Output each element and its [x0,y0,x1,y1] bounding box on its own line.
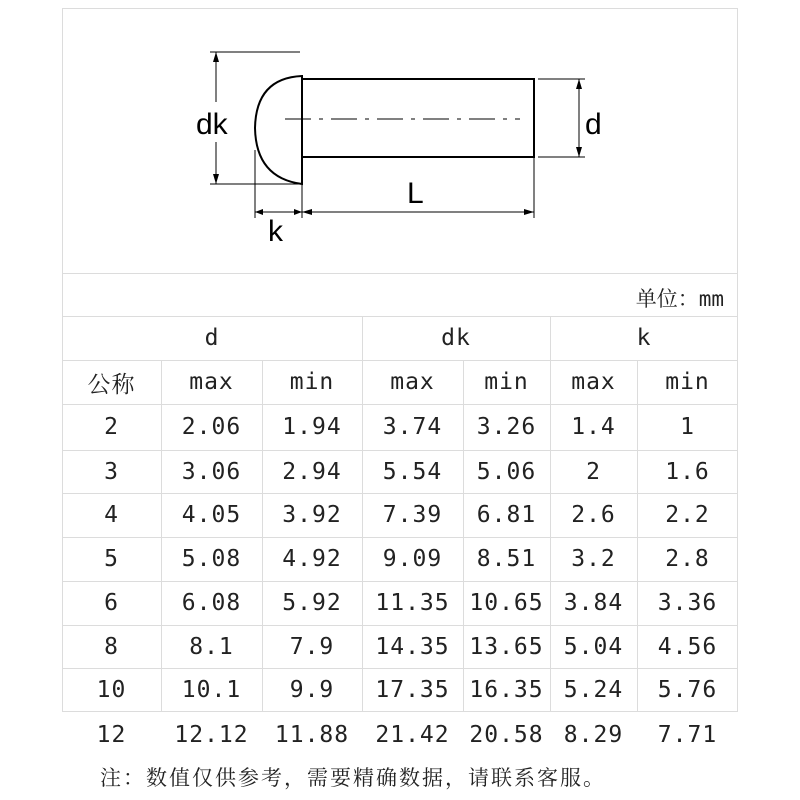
cell-dk-max: 3.74 [382,414,443,440]
cell-dk-max: 11.35 [375,590,450,616]
cell-d-min: 4.92 [282,546,342,572]
cell-d-max: 3.06 [181,458,242,485]
cell-k-min: 4.56 [657,633,718,660]
footnote: 注：数值仅供参考，需要精确数据，请联系客服。 [100,766,606,790]
rivet-shank-shape [302,79,534,157]
cell-dk-min: 20.58 [469,722,544,748]
cell-d-min: 3.92 [282,502,342,528]
cell-d-max: 2.06 [181,414,242,440]
cell-dk-min: 13.65 [469,633,544,660]
cell-nominal: 4 [104,502,119,528]
cell-dk-min: 6.81 [476,502,537,528]
rivet-head-shape [255,76,302,184]
group-header-dk: dk [441,325,471,351]
cell-dk-max: 14.35 [375,633,450,660]
cell-nominal: 8 [104,633,119,660]
cell-k-min: 7.71 [657,722,718,748]
subheader-dk-max: max [390,369,435,395]
unit-label: 单位：mm [635,287,724,311]
cell-k-min: 3.36 [657,590,718,616]
cell-d-min: 11.88 [274,722,350,748]
grid-line [62,273,738,274]
cell-d-max: 8.1 [189,633,234,660]
cell-dk-max: 21.42 [375,722,450,748]
cell-dk-max: 9.09 [382,546,443,572]
cell-d-max: 6.08 [181,590,242,616]
cell-dk-min: 8.51 [476,546,537,572]
cell-d-max: 10.1 [181,677,242,703]
cell-k-min: 1 [680,414,695,440]
label-L: L [407,177,424,210]
cell-nominal: 12 [96,722,127,748]
cell-d-max: 5.08 [181,546,242,572]
cell-dk-min: 5.06 [476,458,537,485]
cell-k-min: 2.2 [665,502,710,528]
group-header-d: d [204,325,220,351]
cell-nominal: 5 [104,546,119,572]
label-d: d [585,108,602,141]
cell-k-min: 5.76 [657,677,718,703]
cell-k-max: 1.4 [571,414,616,440]
cell-nominal: 2 [104,414,119,440]
subheader-nominal: 公称 [87,371,136,398]
label-dk: dk [196,108,228,141]
subheader-k-max: max [571,369,616,395]
subheader-d-min: min [289,369,335,395]
subheader-dk-min: min [484,369,529,395]
label-k: k [268,215,283,248]
cell-k-max: 2 [586,458,601,485]
cell-nominal: 3 [104,458,119,485]
cell-d-max: 12.12 [174,722,249,748]
cell-dk-max: 7.39 [382,502,443,528]
cell-nominal: 10 [96,677,127,703]
rivet-diagram [62,8,738,273]
cell-k-min: 2.8 [665,546,710,572]
cell-k-max: 5.04 [563,633,624,660]
cell-k-max: 2.6 [571,502,616,528]
cell-k-max: 3.2 [571,546,616,572]
cell-dk-min: 3.26 [476,414,537,440]
cell-k-max: 5.24 [563,677,624,703]
cell-dk-max: 17.35 [375,677,450,703]
cell-d-min: 7.9 [289,633,335,660]
group-header-k: k [636,325,652,351]
cell-d-min: 5.92 [282,590,342,616]
cell-nominal: 6 [104,590,119,616]
cell-d-min: 1.94 [282,414,342,440]
subheader-d-max: max [189,369,234,395]
cell-d-min: 2.94 [282,458,342,485]
cell-dk-min: 16.35 [469,677,544,703]
cell-dk-min: 10.65 [469,590,544,616]
cell-dk-max: 5.54 [382,458,443,485]
cell-k-min: 1.6 [665,458,710,485]
subheader-k-min: min [665,369,710,395]
cell-k-max: 8.29 [563,722,624,748]
cell-d-min: 9.9 [289,677,335,703]
cell-k-max: 3.84 [563,590,624,616]
cell-d-max: 4.05 [181,502,242,528]
